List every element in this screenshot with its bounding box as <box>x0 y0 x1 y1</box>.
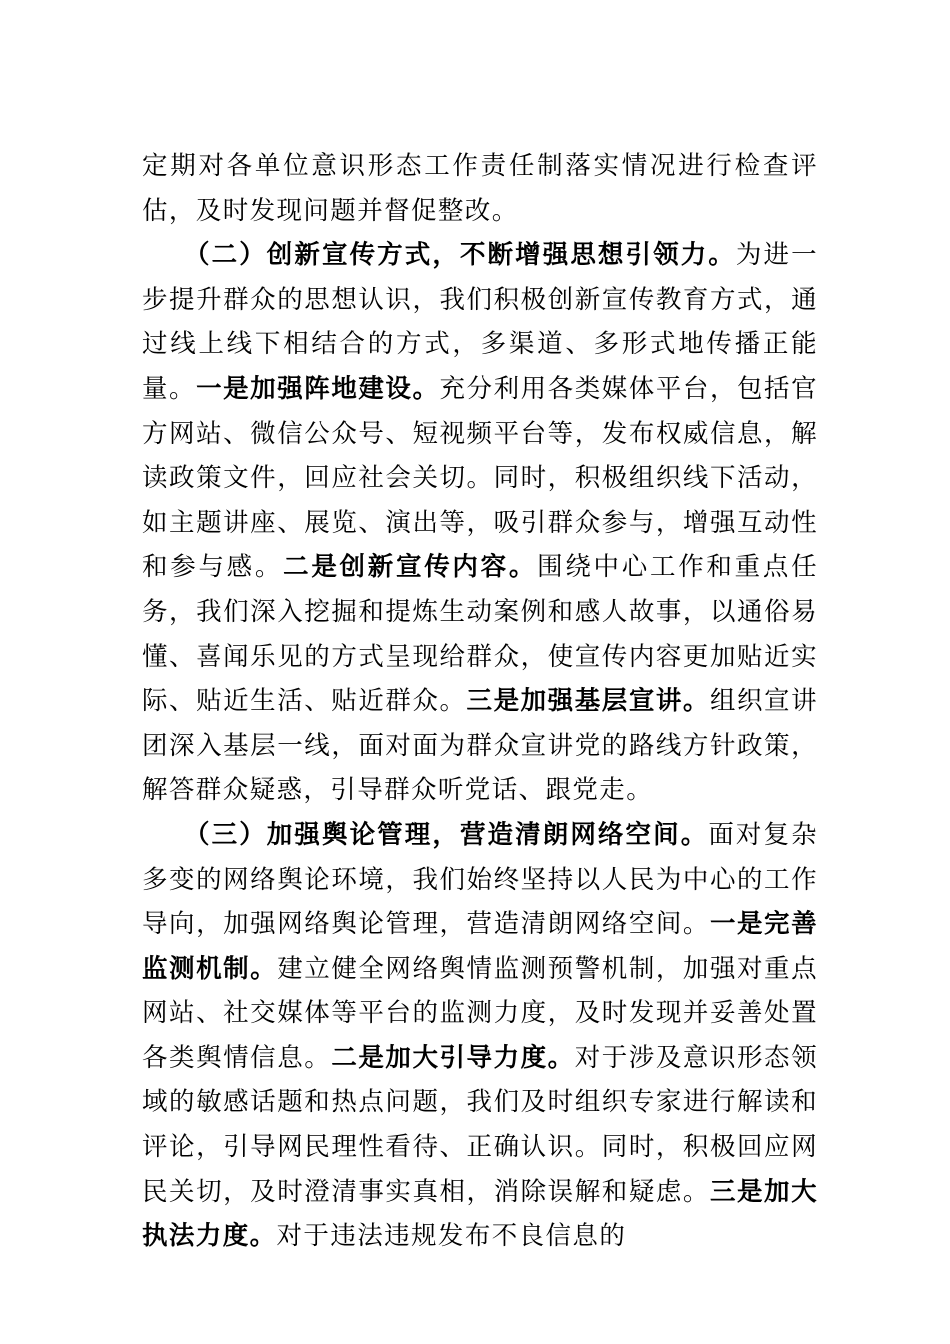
paragraph-1 <box>142 144 818 233</box>
paragraph-text: 定期对各单位意识形态工作责任制落实情况进行检查评估，及时发现问题并督促整改。 <box>142 151 818 226</box>
section-heading-3: （三）加强舆论管理，营造清朗网络空间。 <box>184 819 709 850</box>
point-heading: 二是加大引导力度。 <box>331 1042 575 1073</box>
paragraph-2-publicity <box>142 233 818 813</box>
point-heading: 一是加强阵地建设。 <box>196 373 440 404</box>
paragraph-text: 围绕中心工作和重点任务，我们深入挖掘和提炼生动案例和感人故事，以通俗易懂、喜闻乐见的方式呈现给群众，使宣传内容更加贴近实际、贴近生活、贴近群众。 <box>142 552 818 717</box>
paragraph-text: 充分利用各类媒体平台，包括官方网站、微信公众号、短视频平台等，发布权威信息，解读政策文件，回应社会关切。同时，积极组织线下活动，如主题讲座、展览、演出等，吸引群众参与，增强互动性和参与感。 <box>142 373 818 583</box>
point-heading: 二是创新宣传内容。 <box>283 552 538 583</box>
paragraph-text: 对于涉及意识形态领域的敏感话题和热点问题，我们及时组织专家进行解读和评论，引导网民理性看待、正确认识。同时，积极回应网民关切，及时澄清事实真相，消除误解和疑虑。 <box>142 1042 818 1207</box>
paragraph-text: 建立健全网络舆情监测预警机制，加强对重点网站、社交媒体等平台的监测力度，及时发现并妥善处置各类舆情信息。 <box>142 953 818 1073</box>
paragraph-text: 为进一步提升群众的思想认识，我们积极创新宣传教育方式，通过线上线下相结合的方式，多渠道、多形式地传播正能量。 <box>142 240 818 404</box>
document-body <box>142 144 818 1259</box>
paragraph-text: 对于违法违规发布不良信息的 <box>276 1221 627 1252</box>
point-heading: 三是加大执法力度。 <box>142 1176 818 1252</box>
paragraph-text: 组织宣讲团深入基层一线，面对面为群众宣讲党的路线方针政策，解答群众疑惑，引导群众听党话、跟党走。 <box>142 686 818 806</box>
point-heading: 一是完善监测机制。 <box>142 909 818 984</box>
point-heading: 三是加强基层宣讲。 <box>466 686 710 717</box>
paragraph-text: 面对复杂多变的网络舆论环境，我们始终坚持以人民为中心的工作导向，加强网络舆论管理，营造清朗网络空间。 <box>142 819 818 940</box>
paragraph-3-opinion <box>142 813 818 1259</box>
section-heading-2: （二）创新宣传方式，不断增强思想引领力。 <box>184 240 736 271</box>
